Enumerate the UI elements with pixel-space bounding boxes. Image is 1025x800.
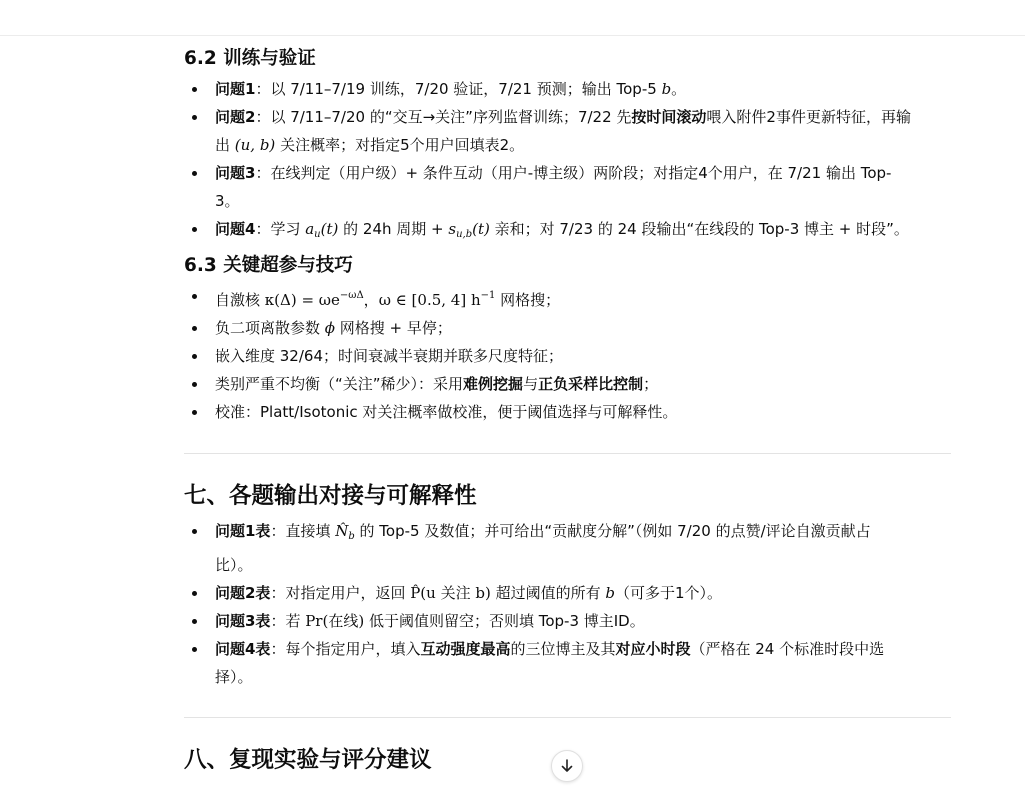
section-heading-6-3: 6.3 关键超参与技巧 — [184, 255, 353, 276]
list-item: 问题4表：每个指定用户，填入互动强度最高的三位博主及其对应小时段（严格在 24 个标准时段中选 择）。 — [184, 635, 951, 691]
list-item: 类别严重不均衡（“关注”稀少）：采用难例挖掘与正负采样比控制； — [184, 370, 951, 398]
list-item: 问题2：以 7/11–7/20 的“交互→关注”序列监督训练；7/22 先按时间滚动喂入附件2事件更新特征，再输 出 (u, b) 关注概率；对指定5个用户回填表2。 — [184, 103, 951, 159]
section-list-7 — [184, 517, 951, 691]
list-item: 问题3表：若 Pr(在线) 低于阈值则留空；否则填 Top-3 博主ID。 — [184, 607, 951, 635]
list-item: 问题4：学习 $a_u(t)$ 的 24h 周期 + $s_{u,b}(t)$ 亲和；对 7/23 的 24 段输出“在线段的 Top-3 博主 + 时段”。 — [184, 215, 951, 249]
top-bar — [0, 0, 1025, 36]
arrow-down-icon — [559, 758, 575, 774]
chat-message-content — [184, 44, 951, 777]
list-item: 问题1：以 7/11–7/19 训练，7/20 验证，7/21 预测；输出 Top-5 b。 — [184, 75, 951, 103]
divider — [184, 453, 951, 454]
scroll-to-bottom-button[interactable] — [551, 750, 583, 782]
section-heading-6-2: 6.2 训练与验证 — [184, 48, 316, 69]
list-item: 问题1表：直接填 $N̂_b$ 的 Top-5 及数值；并可给出“贡献度分解”（例如 7/20 的点赞/评论自激贡献占 比）。 — [184, 517, 951, 579]
list-item: 问题2表：对指定用户，返回 P̂(u 关注 b) 超过阈值的所有 b（可多于1个）。 — [184, 579, 951, 607]
section-heading-8: 八、复现实验与评分建议 — [184, 747, 432, 773]
section-list-6-2 — [184, 75, 951, 249]
section-list-6-3 — [184, 282, 951, 426]
list-item: 校准：Platt/Isotonic 对关注概率做校准，便于阈值选择与可解释性。 — [184, 398, 951, 426]
list-item: 问题3：在线判定（用户级）+ 条件互动（用户-博主级）两阶段；对指定4个用户，在 7/21 输出 Top- 3。 — [184, 159, 951, 215]
list-item: 自激核 $\kappa(\Delta) = \omega e^{-\omega\Delta}$，ω ∈ [0.5, 4] $h^{-1}$ 网格搜； — [184, 282, 951, 314]
section-heading-7: 七、各题输出对接与可解释性 — [184, 483, 477, 509]
divider — [184, 717, 951, 718]
list-item: 负二项离散参数 ϕ 网格搜 + 早停； — [184, 314, 951, 342]
list-item: 嵌入维度 32/64；时间衰减半衰期并联多尺度特征； — [184, 342, 951, 370]
